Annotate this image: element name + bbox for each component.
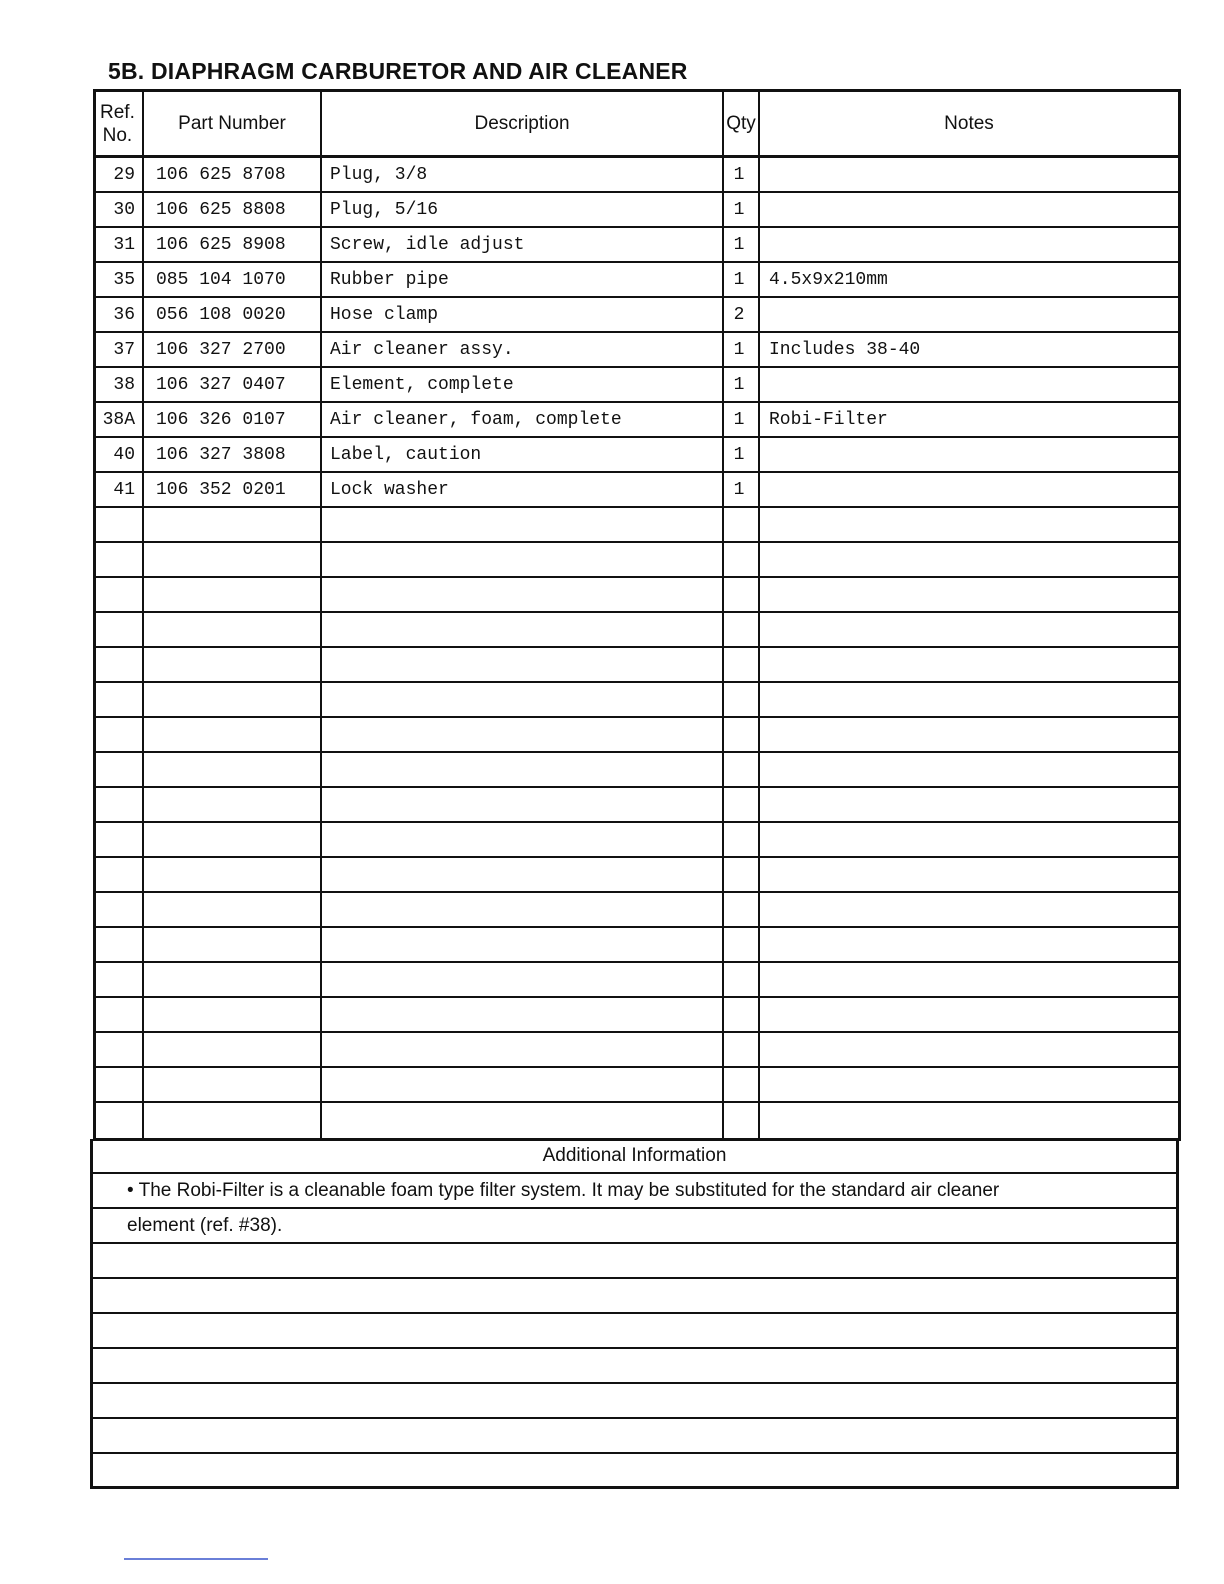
blank-table-row <box>96 508 1178 543</box>
table-row <box>96 193 1178 228</box>
qty-cell: 1 <box>733 479 745 500</box>
qty-cell: 2 <box>733 304 745 325</box>
part-number-cell: 106 326 0107 <box>156 409 286 430</box>
blank-table-row <box>96 928 1178 963</box>
blank-table-row <box>96 1068 1178 1103</box>
blank-table-row <box>96 998 1178 1033</box>
blank-info-line <box>93 1244 1176 1279</box>
part-number-cell: 106 327 0407 <box>156 374 286 395</box>
part-number-cell: 106 327 2700 <box>156 339 286 360</box>
header-ref-no <box>96 92 146 155</box>
description-cell: Air cleaner assy. <box>330 339 514 360</box>
table-row <box>96 473 1178 508</box>
ref-no-cell: 40 <box>113 444 135 465</box>
notes-cell: Includes 38-40 <box>769 339 921 360</box>
blank-info-line <box>93 1384 1176 1419</box>
blank-table-row <box>96 1103 1178 1138</box>
table-row <box>96 333 1178 368</box>
qty-cell: 1 <box>733 199 745 220</box>
description-cell: Screw, idle adjust <box>330 234 525 255</box>
qty-cell: 1 <box>733 234 745 255</box>
header-qty: Qty <box>726 112 756 134</box>
table-row <box>96 403 1178 438</box>
ref-no-cell: 41 <box>113 479 135 500</box>
blank-table-row <box>96 648 1178 683</box>
table-row <box>96 263 1178 298</box>
header-ref-line2: No. <box>102 124 133 146</box>
header-part-number: Part Number <box>178 112 286 134</box>
blank-info-line <box>93 1314 1176 1349</box>
table-row <box>96 228 1178 263</box>
blank-table-row <box>96 788 1178 823</box>
table-row <box>96 158 1178 193</box>
ref-no-cell: 36 <box>113 304 135 325</box>
part-number-cell: 085 104 1070 <box>156 269 286 290</box>
page-footer-rule <box>124 1558 268 1560</box>
qty-cell: 1 <box>733 409 745 430</box>
part-number-cell: 106 625 8808 <box>156 199 286 220</box>
description-cell: Air cleaner, foam, complete <box>330 409 622 430</box>
ref-no-cell: 29 <box>113 164 135 185</box>
part-number-cell: 106 625 8908 <box>156 234 286 255</box>
blank-table-row <box>96 893 1178 928</box>
blank-info-line <box>93 1279 1176 1314</box>
blank-table-row <box>96 823 1178 858</box>
ref-no-cell: 35 <box>113 269 135 290</box>
additional-info-line-1: • The Robi-Filter is a cleanable foam type filter system. It may be substituted for the standard air cleaner <box>93 1174 1176 1209</box>
table-body <box>96 158 1178 1138</box>
description-cell: Plug, 5/16 <box>330 199 439 220</box>
description-cell: Rubber pipe <box>330 269 449 290</box>
ref-no-cell: 31 <box>113 234 135 255</box>
blank-info-line <box>93 1349 1176 1384</box>
ref-no-cell: 38 <box>113 374 135 395</box>
blank-table-row <box>96 613 1178 648</box>
ref-no-cell: 37 <box>113 339 135 360</box>
description-cell: Lock washer <box>330 479 449 500</box>
additional-information <box>90 1139 1179 1489</box>
blank-table-row <box>96 578 1178 613</box>
header-notes: Notes <box>944 112 994 134</box>
description-cell: Plug, 3/8 <box>330 164 428 185</box>
table-row <box>96 368 1178 403</box>
blank-table-row <box>96 683 1178 718</box>
blank-table-row <box>96 753 1178 788</box>
notes-cell: Robi-Filter <box>769 409 888 430</box>
description-cell: Label, caution <box>330 444 482 465</box>
blank-table-row <box>96 718 1178 753</box>
ref-no-cell: 38A <box>102 409 135 430</box>
table-row <box>96 298 1178 333</box>
blank-info-line <box>93 1419 1176 1454</box>
part-number-cell: 106 352 0201 <box>156 479 286 500</box>
parts-table <box>93 89 1181 1141</box>
additional-info-line-2: element (ref. #38). <box>93 1209 1176 1244</box>
qty-cell: 1 <box>733 444 745 465</box>
description-cell: Element, complete <box>330 374 514 395</box>
blank-table-row <box>96 543 1178 578</box>
qty-cell: 1 <box>733 339 745 360</box>
qty-cell: 1 <box>733 374 745 395</box>
blank-table-row <box>96 1033 1178 1068</box>
header-description: Description <box>474 112 570 134</box>
description-cell: Hose clamp <box>330 304 439 325</box>
table-header <box>96 92 1178 158</box>
blank-table-row <box>96 858 1178 893</box>
blank-table-row <box>96 963 1178 998</box>
notes-cell: 4.5x9x210mm <box>769 269 888 290</box>
qty-cell: 1 <box>733 164 745 185</box>
additional-info-title: Additional Information <box>93 1139 1176 1174</box>
part-number-cell: 056 108 0020 <box>156 304 286 325</box>
header-ref-line1: Ref. <box>100 101 135 123</box>
part-number-cell: 106 625 8708 <box>156 164 286 185</box>
part-number-cell: 106 327 3808 <box>156 444 286 465</box>
table-row <box>96 438 1178 473</box>
blank-info-line <box>93 1454 1176 1489</box>
ref-no-cell: 30 <box>113 199 135 220</box>
page-title: 5B. DIAPHRAGM CARBURETOR AND AIR CLEANER <box>108 58 688 84</box>
qty-cell: 1 <box>733 269 745 290</box>
